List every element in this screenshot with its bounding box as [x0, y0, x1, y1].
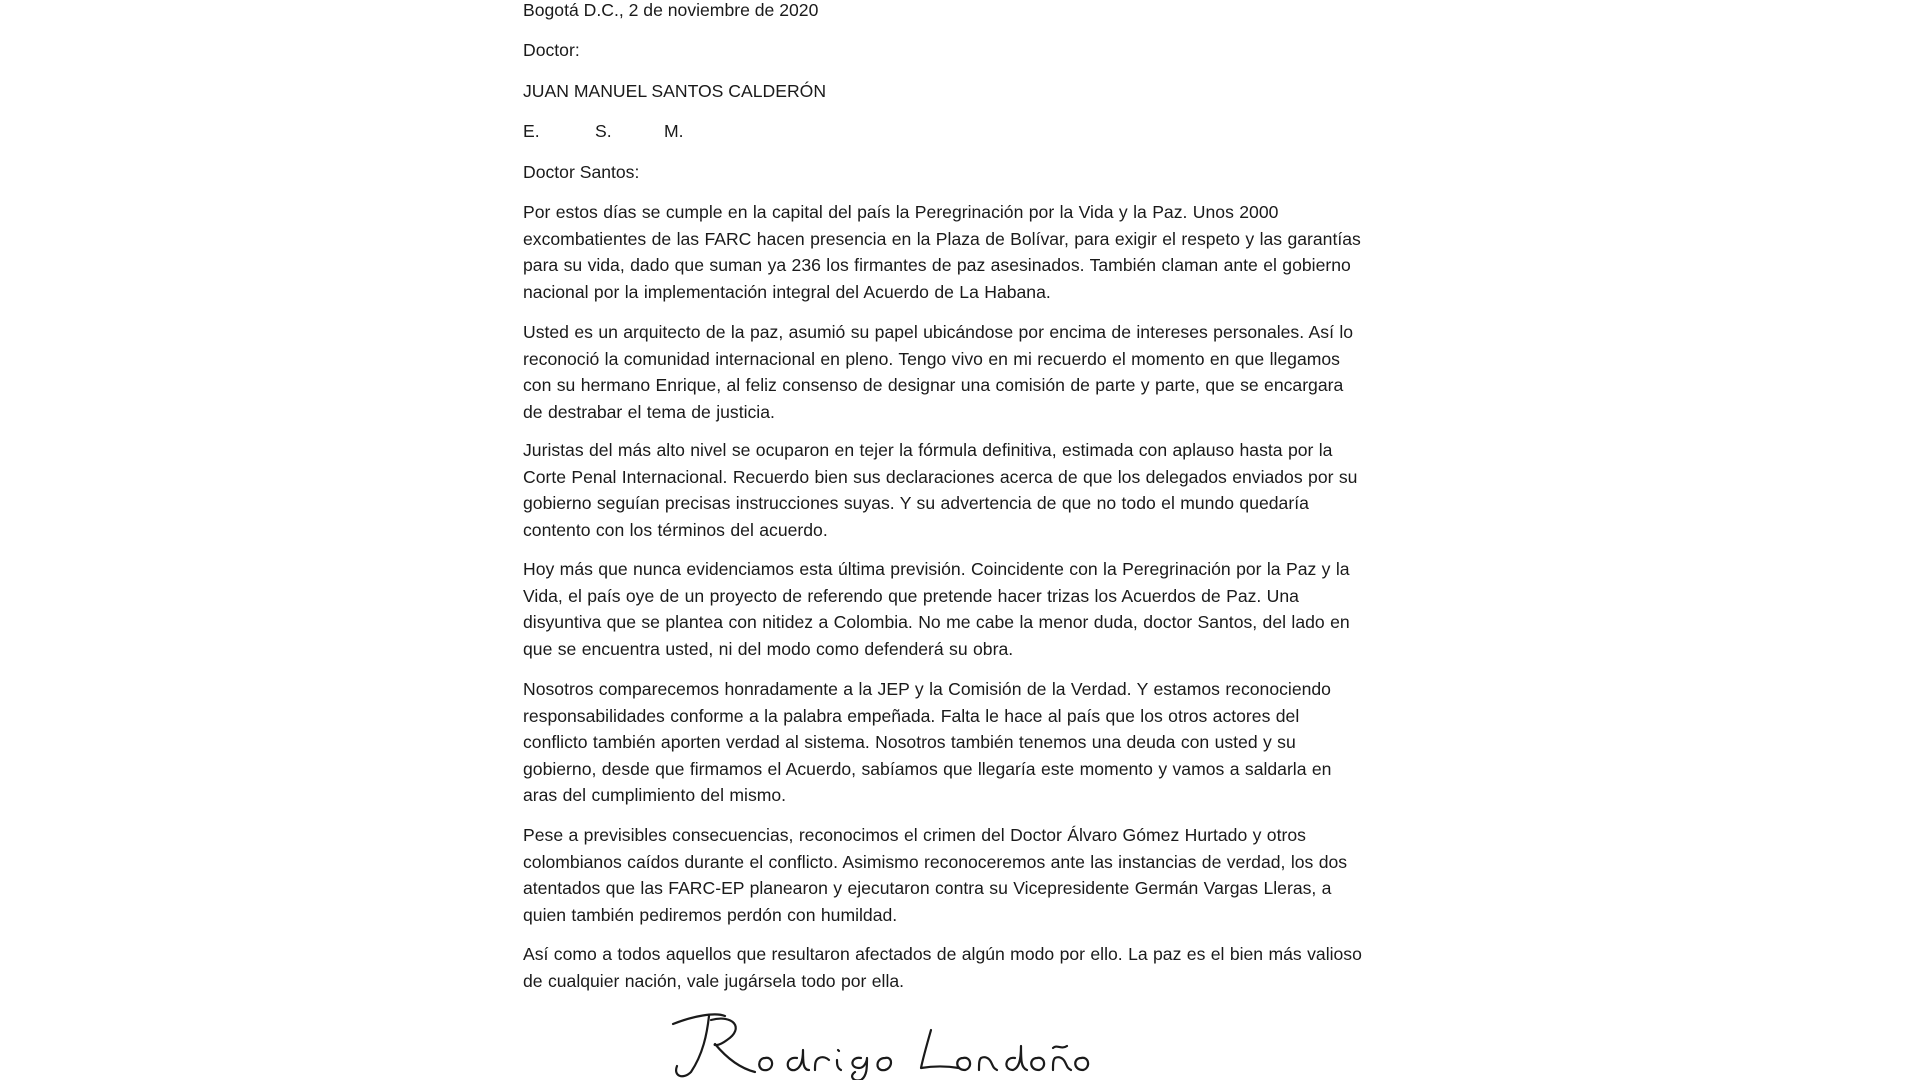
paragraph-6: Pese a previsibles consecuencias, reconocimos el crimen del Doctor Álvaro Gómez Hurtado y otros colombianos caídos durante el conflicto. Asimismo reconoceremos ante las instancias de verdad, los dos atentados que las FARC-EP planearon y ejecutaron contra su Vicepresidente Germán Vargas Lleras, a quien también pediremos perdón con humildad. — [523, 825, 1348, 925]
greeting: Doctor Santos: — [523, 162, 640, 182]
paragraph-1: Por estos días se cumple en la capital del país la Peregrinación por la Vida y la Paz. Unos 2000 excombatientes de las FARC hacen presencia en la Plaza de Bolívar, para exigir el respeto y las garantías para su vida, dado que suman ya 236 los firmantes de paz asesinados. También claman ante el gobierno nacional por la implementación integral del Acuerdo de La Habana. — [523, 202, 1361, 302]
letter-date: Bogotá D.C., 2 de noviembre de 2020 — [523, 0, 819, 20]
paragraph-2: Usted es un arquitecto de la paz, asumió su papel ubicándose por encima de intereses personales. Así lo reconoció la comunidad internacional en pleno. Tengo vivo en mi recuerdo el momento en que llegamos con su hermano Enrique, al feliz consenso de designar una comisión de parte y parte, que se encargara de destrabar el tema de justicia. — [523, 322, 1354, 422]
recipient-name: JUAN MANUEL SANTOS CALDERÓN — [523, 81, 827, 101]
signature-graphic — [663, 1010, 1103, 1080]
esm-m: M. — [664, 121, 684, 141]
salutation-title: Doctor: — [523, 40, 580, 60]
esm-s: S. — [595, 121, 612, 141]
paragraph-7: Así como a todos aquellos que resultaron afectados de algún modo por ello. La paz es el bien más valioso de cualquier nación, vale jugársela todo por ella. — [523, 944, 1362, 991]
paragraph-5: Nosotros comparecemos honradamente a la JEP y la Comisión de la Verdad. Y estamos reconociendo responsabilidades conforme a la palabra empeñada. Falta le hace al país que los otros actores del conflicto también aporten verdad al sistema. Nosotros también tenemos una deuda con usted y su gobierno, desde que firmamos el Acuerdo, sabíamos que llegaría este momento y vamos a saldarla en aras del cumplimiento del mismo. — [523, 679, 1332, 805]
paragraph-3: Juristas del más alto nivel se ocuparon en tejer la fórmula definitiva, estimada con aplauso hasta por la Corte Penal Internacional. Recuerdo bien sus declaraciones acerca de que los delegados enviados por su gobierno seguían precisas instrucciones suyas. Y su advertencia de que no todo el mundo quedaría contento con los términos del acuerdo. — [523, 440, 1358, 540]
handwritten-signature — [663, 1010, 1103, 1080]
paragraph-4: Hoy más que nunca evidenciamos esta última previsión. Coincidente con la Peregrinación por la Paz y la Vida, el país oye de un proyecto de referendo que pretende hacer trizas los Acuerdos de Paz. Una disyuntiva que se plantea con nitidez a Colombia. No me cabe la menor duda, doctor Santos, del lado en que se encuentra usted, ni del modo como defenderá su obra. — [523, 559, 1350, 659]
esm-e: E. — [523, 121, 540, 141]
letter-page — [523, 0, 1363, 1080]
